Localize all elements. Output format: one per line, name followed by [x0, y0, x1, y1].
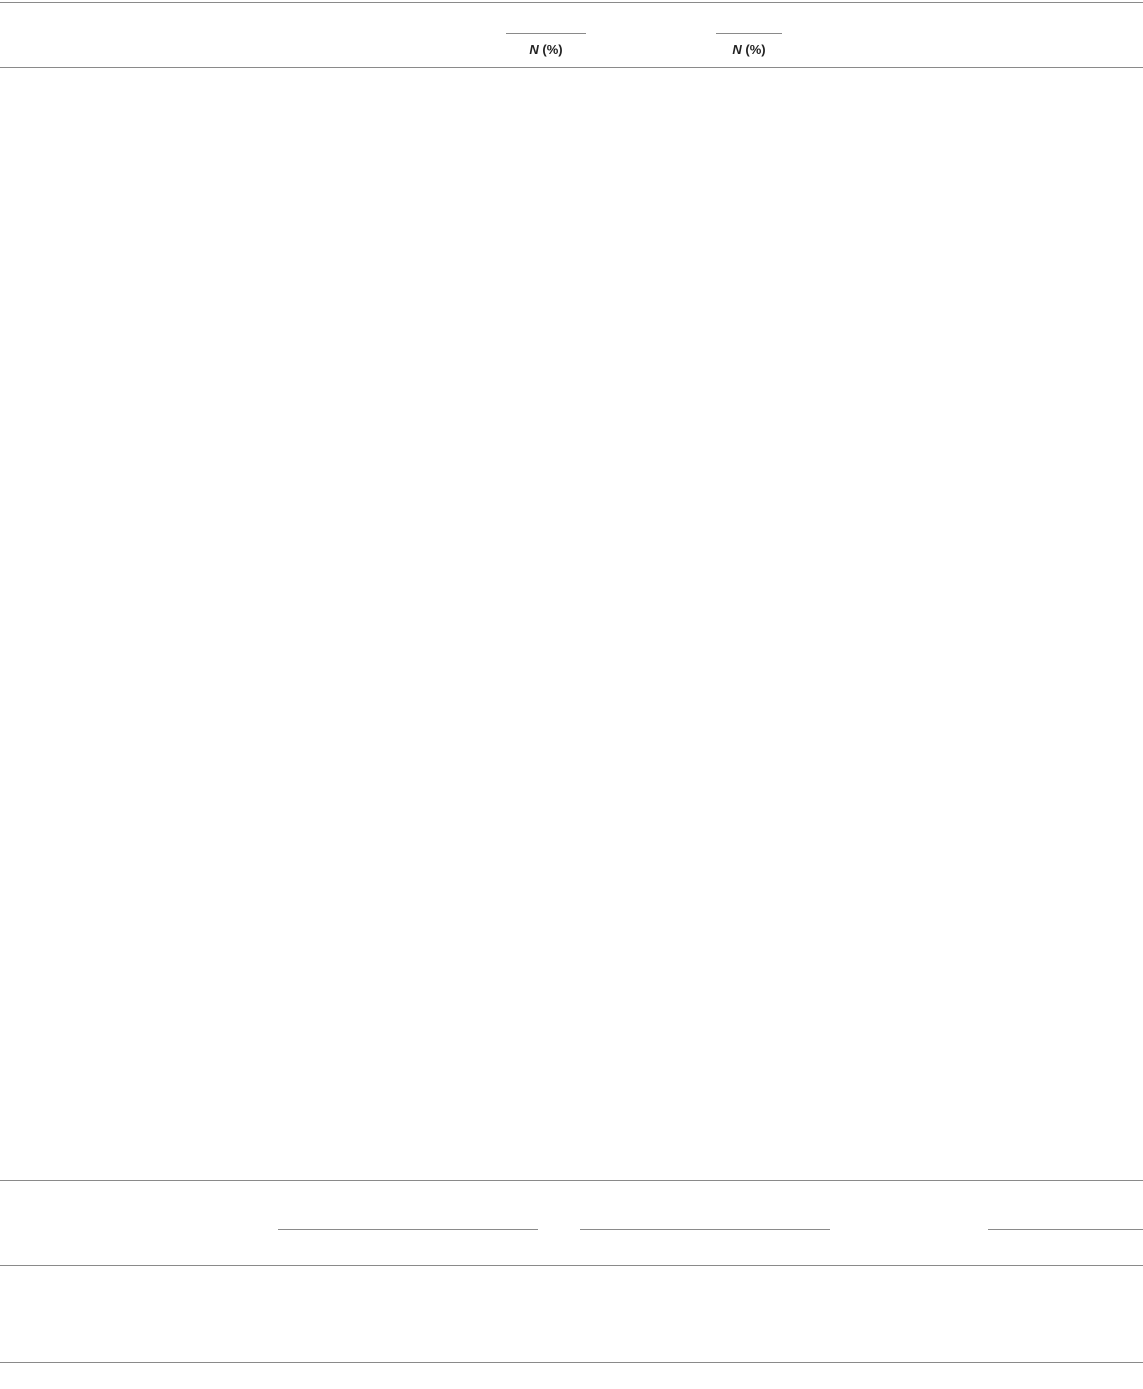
header-underline-2016 [716, 33, 782, 34]
bottom-underline-r [988, 1229, 1143, 1230]
bottom-header-rule [0, 1265, 1143, 1266]
n-italic: N [732, 42, 742, 57]
bottom-underline-2016 [580, 1229, 830, 1230]
table-bottom-rule [0, 1362, 1143, 1363]
header-bottom-rule [0, 67, 1143, 68]
bottom-underline-2006 [278, 1229, 538, 1230]
header-underline-2006 [506, 33, 586, 34]
n-italic: N [529, 42, 539, 57]
table-top-rule [0, 2, 1143, 3]
percent-label: (%) [542, 42, 563, 57]
section-divider-rule [0, 1180, 1143, 1181]
header-n-percent-2006 [506, 42, 586, 58]
header-n-percent-2016 [716, 42, 782, 58]
percent-label: (%) [745, 42, 766, 57]
